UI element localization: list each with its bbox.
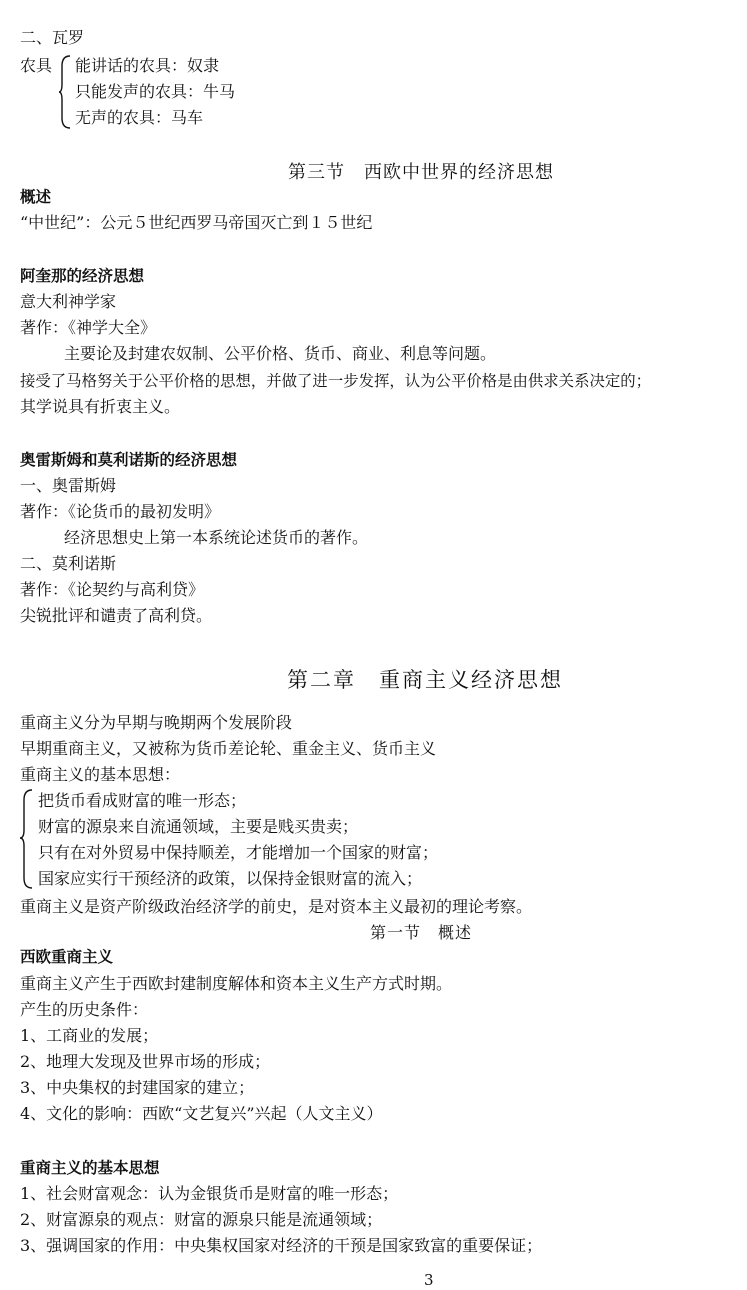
tools-item-1: 能讲话的农具：奴隶 [75, 56, 220, 75]
chapter2-p4: 重商主义是资产阶级政治经济学的前史，是对资本主义最初的理论考察。 [20, 897, 533, 916]
aquinas-line-3: 主要论及封建农奴制、公平价格、货币、商业、利息等问题。 [64, 344, 497, 363]
basic-item-1: 1、社会财富观念：认为金银货币是财富的唯一形态； [20, 1184, 399, 1203]
aquinas-line-5: 其学说具有折衷主义。 [20, 397, 181, 416]
tools-item-3: 无声的农具：马车 [75, 108, 204, 127]
basic-heading: 重商主义的基本思想 [20, 1159, 160, 1177]
basic-item-3: 3、强调国家的作用：中央集权国家对经济的干预是国家致富的重要保证； [20, 1236, 543, 1255]
molinos-line-3: 尖锐批评和谴责了高利贷。 [20, 606, 213, 625]
chapter2-p1: 重商主义分为早期与晚期两个发展阶段 [20, 713, 293, 732]
west-line-1: 重商主义产生于西欧封建制度解体和资本主义生产方式时期。 [20, 974, 453, 993]
page-number: 3 [424, 1271, 434, 1289]
aquinas-line-1: 意大利神学家 [20, 292, 117, 311]
condition-item-1: 1、工商业的发展； [20, 1026, 159, 1045]
idea-item-3: 只有在对外贸易中保持顺差，才能增加一个国家的财富； [38, 843, 439, 862]
molinos-line-1: 二、莫利诺斯 [20, 554, 117, 573]
tools-label: 农具 [20, 56, 53, 75]
molinos-line-2: 著作：《论契约与高利贷》 [20, 580, 205, 599]
condition-item-4: 4、文化的影响：西欧“文艺复兴”兴起（人文主义） [20, 1104, 383, 1123]
overview-text: “中世纪”：公元５世纪西罗马帝国灭亡到１５世纪 [20, 213, 373, 232]
idea-item-2: 财富的源泉来自流通领域，主要是贱买贵卖； [38, 817, 359, 836]
aquinas-line-4: 接受了马格努关于公平价格的思想，并做了进一步发挥，认为公平价格是由供求关系决定的； [20, 372, 652, 390]
chapter2-title: 第二章 重商主义经济思想 [287, 668, 563, 692]
oresme-line-3: 经济思想史上第一本系统论述货币的著作。 [64, 528, 369, 547]
overview-heading: 概述 [20, 188, 52, 206]
condition-item-3: 3、中央集权的封建国家的建立； [20, 1078, 255, 1097]
aquinas-heading: 阿奎那的经济思想 [20, 267, 145, 285]
chapter2-p3: 重商主义的基本思想： [20, 765, 181, 784]
west-heading: 西欧重商主义 [20, 948, 114, 966]
oresme-heading: 奥雷斯姆和莫利诺斯的经济思想 [20, 451, 238, 469]
condition-item-2: 2、地理大发现及世界市场的形成； [20, 1052, 271, 1071]
chapter2-p2: 早期重商主义，又被称为货币差论轮、重金主义、货币主义 [20, 739, 437, 758]
west-line-2: 产生的历史条件： [20, 1000, 149, 1019]
brace-tools [58, 54, 72, 130]
sec2-heading: 二、瓦罗 [20, 28, 85, 47]
brace-ideas [18, 788, 34, 890]
idea-item-4: 国家应实行干预经济的政策，以保持金银财富的流入； [38, 869, 423, 888]
idea-item-1: 把货币看成财富的唯一形态； [38, 791, 247, 810]
oresme-line-2: 著作：《论货币的最初发明》 [20, 502, 221, 521]
aquinas-line-2: 著作：《神学大全》 [20, 318, 157, 337]
basic-item-2: 2、财富源泉的观点：财富的源泉只能是流通领域； [20, 1210, 383, 1229]
chapter2-section1-title: 第一节 概述 [370, 923, 473, 942]
oresme-line-1: 一、奥雷斯姆 [20, 476, 117, 495]
tools-item-2: 只能发声的农具：牛马 [75, 82, 236, 101]
section3-title: 第三节 西欧中世界的经济思想 [288, 162, 554, 183]
